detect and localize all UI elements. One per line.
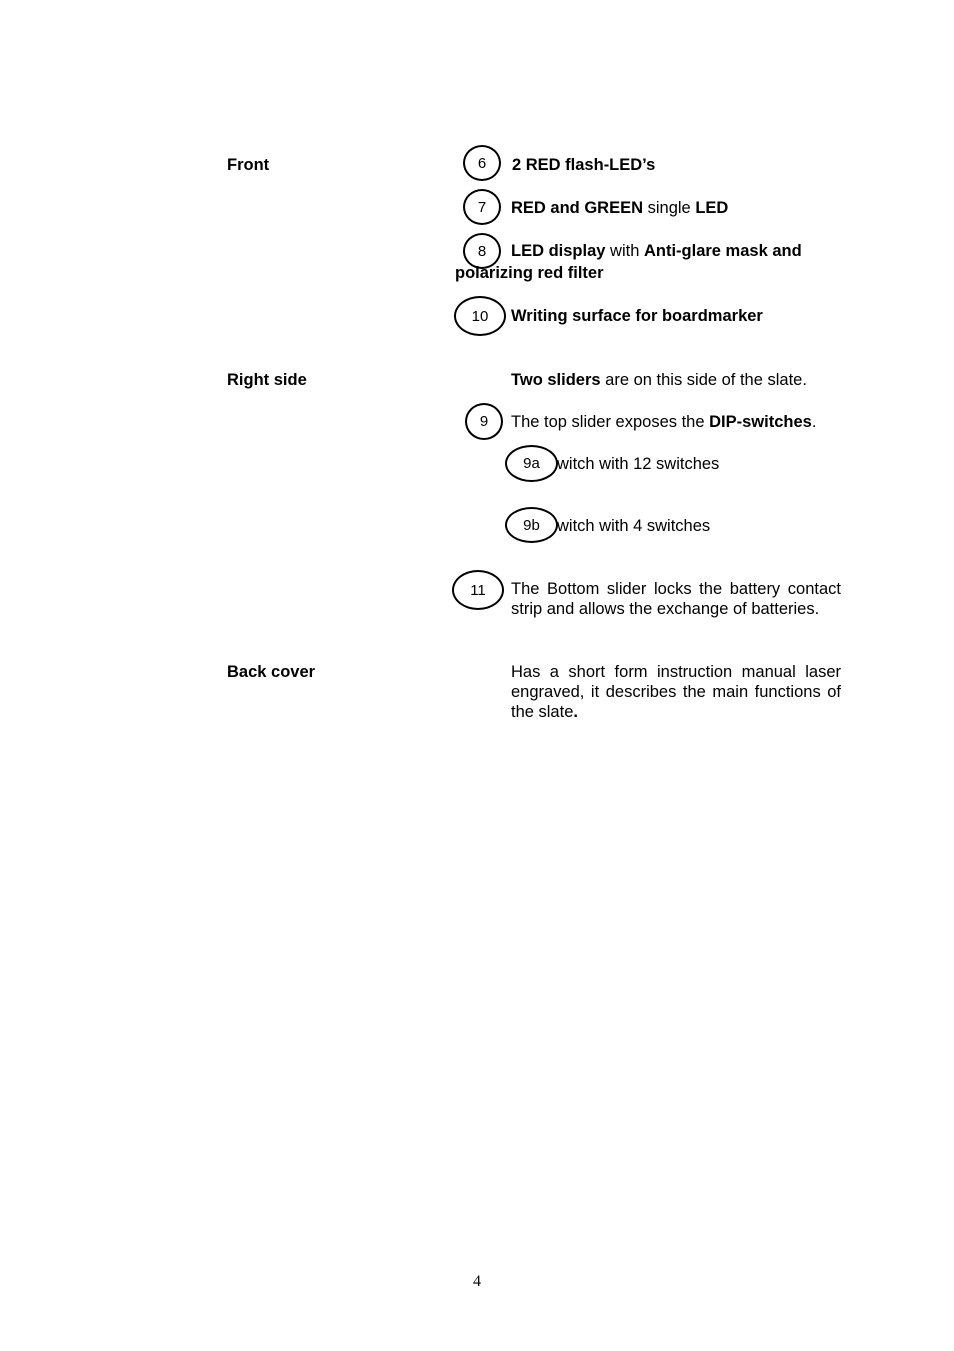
right-item-top-slider-bold: DIP-switches bbox=[709, 413, 812, 431]
front-item-writing-surface: Writing surface for boardmarker bbox=[511, 307, 763, 325]
right-item-switch-4: witch with 4 switches bbox=[557, 517, 711, 535]
callout-8: 8 bbox=[463, 233, 501, 269]
front-item-single-led-text: single bbox=[643, 199, 696, 217]
callout-6: 6 bbox=[463, 145, 501, 181]
front-item-single-led bbox=[511, 198, 728, 218]
front-item-led-display-bold-2: Anti-glare mask and bbox=[643, 242, 802, 260]
front-item-led-display bbox=[511, 241, 802, 261]
right-item-bottom-slider: The Bottom slider locks the battery contact strip and allows the exchange of batteries. bbox=[511, 580, 841, 618]
front-item-led-display-text: with bbox=[605, 242, 644, 260]
callout-10: 10 bbox=[454, 296, 506, 336]
callout-9b: 9b bbox=[505, 507, 558, 543]
section-label-right-side: Right side bbox=[227, 371, 307, 389]
right-item-top-slider-end: . bbox=[811, 413, 817, 431]
front-item-led-display-bold-1: LED display bbox=[511, 242, 606, 260]
right-item-intro bbox=[511, 370, 807, 390]
back-cover-description-text: Has a short form instruction manual laser engraved, it describes the main functions of the slate bbox=[511, 663, 841, 721]
front-item-single-led-bold-1: RED and GREEN bbox=[511, 199, 644, 217]
back-cover-description-end: . bbox=[573, 703, 578, 721]
page-number: 4 bbox=[473, 1273, 481, 1290]
right-item-top-slider bbox=[511, 412, 816, 432]
callout-7: 7 bbox=[463, 189, 501, 225]
callout-9a: 9a bbox=[505, 445, 558, 482]
front-item-flash-leds: 2 RED flash-LED’s bbox=[512, 156, 656, 174]
front-item-single-led-bold-2: LED bbox=[695, 199, 729, 217]
callout-9: 9 bbox=[465, 403, 503, 440]
right-item-intro-bold: Two sliders bbox=[511, 371, 601, 389]
section-label-back-cover: Back cover bbox=[227, 663, 316, 681]
section-label-front: Front bbox=[227, 156, 270, 174]
callout-11: 11 bbox=[452, 570, 504, 610]
back-cover-description bbox=[511, 662, 841, 722]
right-item-intro-text: are on this side of the slate. bbox=[600, 371, 807, 389]
right-item-top-slider-text: The top slider exposes the bbox=[511, 413, 710, 431]
front-item-led-display-line-2: polarizing red filter bbox=[455, 264, 604, 282]
right-item-switch-12: witch with 12 switches bbox=[557, 455, 720, 473]
